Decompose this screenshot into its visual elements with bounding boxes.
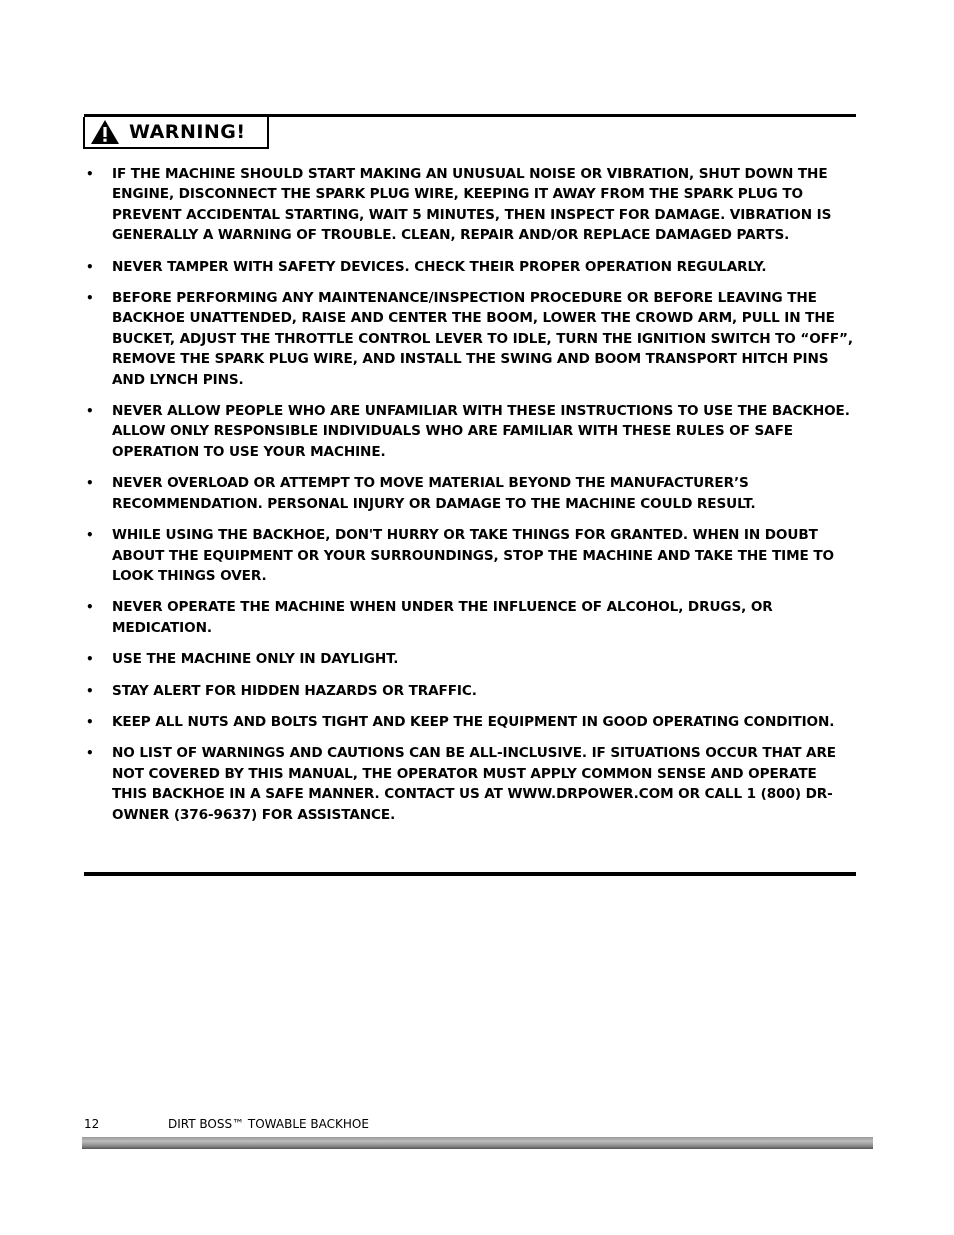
list-item	[84, 525, 856, 586]
footer-bar	[82, 1137, 873, 1149]
bullet: •	[86, 746, 94, 761]
bottom-rule	[84, 872, 856, 876]
warning-label: WARNING!	[129, 121, 246, 143]
list-item	[84, 164, 856, 246]
list-item-text: WHILE USING THE BACKHOE, DON'T HURRY OR TAKE THINGS FOR GRANTED. WHEN IN DOUBT ABOUT THE EQUIPMENT OR YOUR SURROUNDINGS, STOP THE MACHINE AND TAKE THE TIME TO LOOK THINGS OVER.	[112, 527, 834, 584]
bullet: •	[86, 404, 94, 419]
list-item	[84, 257, 856, 277]
list-item-text: KEEP ALL NUTS AND BOLTS TIGHT AND KEEP THE EQUIPMENT IN GOOD OPERATING CONDITION.	[112, 713, 835, 730]
list-item-text: STAY ALERT FOR HIDDEN HAZARDS OR TRAFFIC.	[112, 682, 477, 699]
bullet: •	[86, 476, 94, 491]
list-item	[84, 649, 856, 669]
list-item	[84, 681, 856, 701]
warning-triangle-icon	[85, 117, 125, 147]
list-item-text: USE THE MACHINE ONLY IN DAYLIGHT.	[112, 651, 399, 668]
footer-title: DIRT BOSS™ TOWABLE BACKHOE	[168, 1117, 369, 1131]
page-number: 12	[84, 1117, 100, 1131]
list-item-text: NEVER ALLOW PEOPLE WHO ARE UNFAMILIAR WITH THESE INSTRUCTIONS TO USE THE BACKHOE. ALLOW ONLY RESPONSIBLE INDIVIDUALS WHO ARE FAMILIAR WITH THESE RULES OF SAFE OPERATION TO USE YOUR MACHINE.	[112, 403, 850, 460]
list-item	[84, 743, 856, 825]
list-item	[84, 401, 856, 462]
list-item-text: NEVER TAMPER WITH SAFETY DEVICES. CHECK THEIR PROPER OPERATION REGULARLY.	[112, 258, 767, 275]
list-item-text: NO LIST OF WARNINGS AND CAUTIONS CAN BE ALL-INCLUSIVE. IF SITUATIONS OCCUR THAT ARE NOT COVERED BY THIS MANUAL, THE OPERATOR MUST APPLY COMMON SENSE AND OPERATE THIS BACKHOE IN A SAFE MANNER. CONTACT US AT WWW.DRPOWER.COM OR CALL 1 (800) DR-OWNER (376-9637) FOR ASSISTANCE.	[112, 745, 836, 823]
list-item-text: BEFORE PERFORMING ANY MAINTENANCE/INSPECTION PROCEDURE OR BEFORE LEAVING THE BACKHOE UNATTENDED, RAISE AND CENTER THE BOOM, LOWER THE CROWD ARM, PULL IN THE BUCKET, ADJUST THE THROTTLE CONTROL LEVER TO IDLE, TURN THE IGNITION SWITCH TO “OFF”, REMOVE THE SPARK PLUG WIRE, AND INSTALL THE SWING AND BOOM TRANSPORT HITCH PINS AND LYNCH PINS.	[112, 290, 853, 388]
bullet: •	[86, 600, 94, 615]
bullet: •	[86, 167, 94, 181]
list-item	[84, 597, 856, 638]
list-item-text: NEVER OVERLOAD OR ATTEMPT TO MOVE MATERIAL BEYOND THE MANUFACTURER’S RECOMMENDATION. PERSONAL INJURY OR DAMAGE TO THE MACHINE COULD RESULT.	[112, 475, 756, 512]
bullet: •	[86, 259, 94, 274]
warning-header	[83, 117, 269, 149]
list-item-text: NEVER OPERATE THE MACHINE WHEN UNDER THE INFLUENCE OF ALCOHOL, DRUGS, OR MEDICATION.	[112, 599, 773, 636]
bullet: •	[86, 528, 94, 543]
list-item	[84, 712, 856, 732]
bullet: •	[86, 714, 94, 729]
list-item	[84, 288, 856, 390]
list-item-text: IF THE MACHINE SHOULD START MAKING AN UNUSUAL NOISE OR VIBRATION, SHUT DOWN THE ENGINE, DISCONNECT THE SPARK PLUG WIRE, KEEPING IT AWAY FROM THE SPARK PLUG TO PREVENT ACCIDENTAL STARTING, WAIT 5 MINUTES, THEN INSPECT FOR DAMAGE. VIBRATION IS GENERALLY A WARNING OF TROUBLE. CLEAN, REPAIR AND/OR REPLACE DAMAGED PARTS.	[112, 166, 832, 244]
warning-list	[84, 164, 856, 836]
bullet: •	[86, 652, 94, 667]
list-item	[84, 473, 856, 514]
bullet: •	[86, 683, 94, 698]
bullet: •	[86, 291, 94, 306]
